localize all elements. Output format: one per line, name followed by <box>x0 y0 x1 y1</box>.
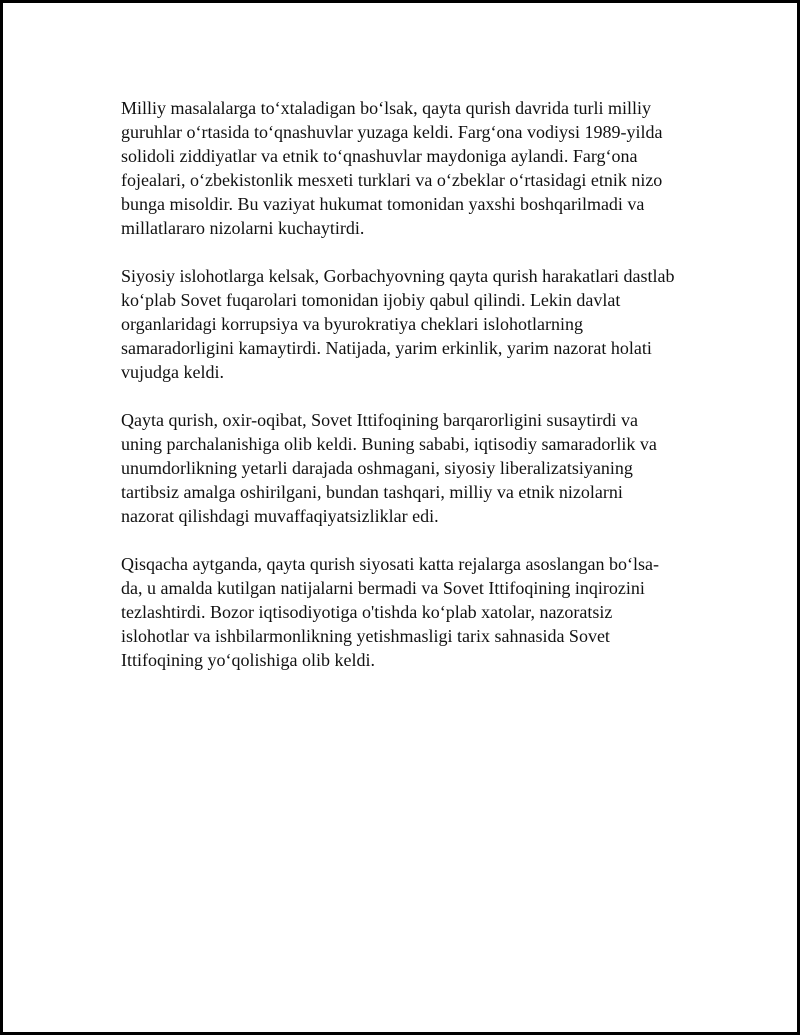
text-line: tartibsiz amalga oshirilgani, bundan tashqari, milliy va etnik nizolarni <box>121 482 623 502</box>
text-line: tezlashtirdi. Bozor iqtisodiyotiga o'tishda ko‘plab xatolar, nazoratsiz <box>121 602 613 622</box>
text-line: organlaridagi korrupsiya va byurokratiya cheklari islohotlarning <box>121 314 584 334</box>
text-line: Qayta qurish, oxir-oqibat, Sovet Ittifoqining barqarorligini susaytirdi va <box>121 410 639 430</box>
paragraph-national-issues <box>121 96 701 240</box>
text-line: vujudga keldi. <box>121 362 224 382</box>
text-line: islohotlar va ishbilarmonlikning yetishmasligi tarix sahnasida Sovet <box>121 626 610 646</box>
document-body <box>121 96 701 696</box>
paragraph-collapse-causes <box>121 408 701 528</box>
text-line: samaradorligini kamaytirdi. Natijada, yarim erkinlik, yarim nazorat holati <box>121 338 652 358</box>
text-line: Qisqacha aytganda, qayta qurish siyosati katta rejalarga asoslangan bo‘lsa- <box>121 554 659 574</box>
text-line: da, u amalda kutilgan natijalarni bermadi va Sovet Ittifoqining inqirozini <box>121 578 645 598</box>
text-line: solidoli ziddiyatlar va etnik to‘qnashuvlar maydoniga aylandi. Farg‘ona <box>121 146 638 166</box>
text-line: uning parchalanishiga olib keldi. Buning sababi, iqtisodiy samaradorlik va <box>121 434 657 454</box>
text-line: bunga misoldir. Bu vaziyat hukumat tomonidan yaxshi boshqarilmadi va <box>121 194 645 214</box>
text-line: Siyosiy islohotlarga kelsak, Gorbachyovning qayta qurish harakatlari dastlab <box>121 266 675 286</box>
paragraph-political-reforms <box>121 264 701 384</box>
paragraph-conclusion <box>121 552 701 672</box>
text-line: fojealari, o‘zbekistonlik mesxeti turklari va o‘zbeklar o‘rtasidagi etnik nizo <box>121 170 663 190</box>
text-line: unumdorlikning yetarli darajada oshmagani, siyosiy liberalizatsiyaning <box>121 458 633 478</box>
text-line: guruhlar o‘rtasida to‘qnashuvlar yuzaga keldi. Farg‘ona vodiysi 1989-yilda <box>121 122 663 142</box>
text-line: nazorat qilishdagi muvaffaqiyatsizliklar edi. <box>121 506 439 526</box>
text-line: millatlararo nizolarni kuchaytirdi. <box>121 218 365 238</box>
text-line: Ittifoqining yo‘qolishiga olib keldi. <box>121 650 375 670</box>
text-line: ko‘plab Sovet fuqarolari tomonidan ijobiy qabul qilindi. Lekin davlat <box>121 290 621 310</box>
text-line: Milliy masalalarga to‘xtaladigan bo‘lsak, qayta qurish davrida turli milliy <box>121 98 652 118</box>
